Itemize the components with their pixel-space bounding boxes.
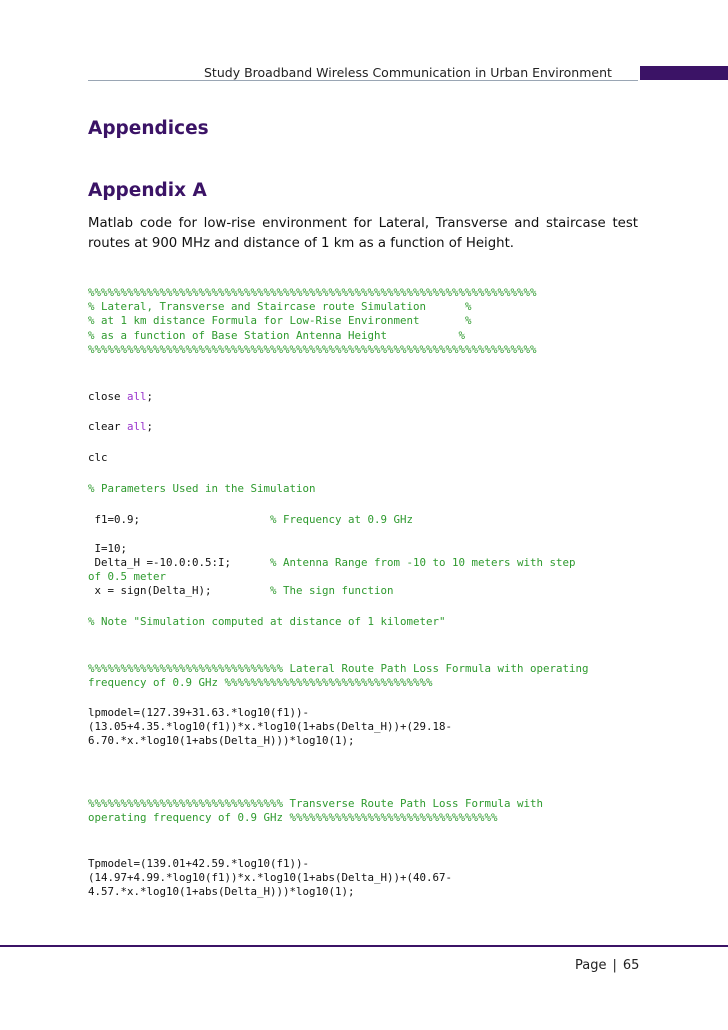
code-delta-assignment: Delta_H =-10.0:0.5:I;	[88, 556, 271, 569]
code-f1-comment: % Frequency at 0.9 GHz	[270, 513, 414, 526]
code-rule-bottom: %%%%%%%%%%%%%%%%%%%%%%%%%%%%%%%%%%%%%%%%%%%%%%%%%%%%%%%%%%%%%%%%%%%%%	[88, 342, 537, 356]
code-f1-assignment: f1=0.9;	[88, 513, 271, 526]
code-i-assignment: I=10;	[88, 542, 128, 555]
code-close-all	[88, 390, 648, 404]
code-rule-top: %%%%%%%%%%%%%%%%%%%%%%%%%%%%%%%%%%%%%%%%%%%%%%%%%%%%%%%%%%%%%%%%%%%%%	[88, 286, 537, 299]
code-clear-all	[88, 420, 648, 434]
intro-paragraph: Matlab code for low-rise environment for Lateral, Transverse and staircase test routes at 900 MHz and distance of 1 km as a function of Height.	[88, 216, 638, 251]
code-clear-command: clear	[88, 420, 128, 433]
code-note-comment: % Note "Simulation computed at distance of 1 kilometer"	[88, 615, 446, 628]
section-heading-appendices: Appendices	[88, 118, 209, 139]
code-transverse-formula: Tpmodel=(139.01+42.59.*log10(f1))- (14.97+4.99.*log10(f1))*x.*log10(1+abs(Delta_H))+(40.67- 4.57.*x.*log10(1+abs(Delta_H)))*log10(1);	[88, 857, 453, 899]
code-parameters-comment: % Parameters Used in the Simulation	[88, 482, 316, 495]
code-header-line-1: % Lateral, Transverse and Staircase route Simulation %	[88, 300, 472, 314]
footer-divider	[0, 945, 728, 947]
code-clc: clc	[88, 451, 108, 464]
page-label: Page	[575, 958, 607, 973]
code-clear-argument: all	[127, 420, 147, 433]
page-number-label	[575, 958, 639, 973]
code-lateral-comment: %%%%%%%%%%%%%%%%%%%%%%%%%%%%%% Lateral Route Path Loss Formula with operating frequency of 0.9 GHz %%%%%%%%%%%%%%%%%%%%%%%%%%%%%%%%	[88, 662, 589, 690]
code-clear-semicolon: ;	[146, 420, 154, 433]
code-transverse-comment: %%%%%%%%%%%%%%%%%%%%%%%%%%%%%% Transverse Route Path Loss Formula with operating frequency of 0.9 GHz %%%%%%%%%%%%%%%%%%%%%%%%%%%%%%%%	[88, 797, 544, 825]
code-lateral-formula: lpmodel=(127.39+31.63.*log10(f1))- (13.05+4.35.*log10(f1))*x.*log10(1+abs(Delta_H))+(29.18- 6.70.*x.*log10(1+abs(Delta_H)))*log10(1);	[88, 706, 453, 748]
code-close-argument: all	[127, 390, 147, 403]
code-x-assignment: x = sign(Delta_H);	[88, 584, 271, 597]
header-accent-bar	[640, 66, 728, 80]
code-frequency-line	[88, 513, 648, 527]
running-header-title: Study Broadband Wireless Communication in Urban Environment	[204, 65, 612, 80]
code-header-comment-block	[88, 286, 648, 357]
code-header-line-2: % at 1 km distance Formula for Low-Rise Environment %	[88, 314, 472, 328]
code-close-command: close	[88, 390, 128, 403]
code-delta-comment: % Antenna Range from -10 to 10 meters with step of 0.5 meter	[88, 556, 576, 584]
code-sign-line	[88, 584, 648, 598]
header-divider	[88, 80, 638, 81]
page-number: 65	[622, 958, 640, 973]
code-header-line-3: % as a function of Base Station Antenna Height %	[88, 328, 466, 342]
code-close-semicolon: ;	[146, 390, 154, 403]
code-delta-line	[88, 556, 648, 584]
section-heading-appendix-a: Appendix A	[88, 180, 207, 201]
code-x-comment: % The sign function	[270, 584, 394, 597]
page-separator: |	[612, 958, 617, 973]
